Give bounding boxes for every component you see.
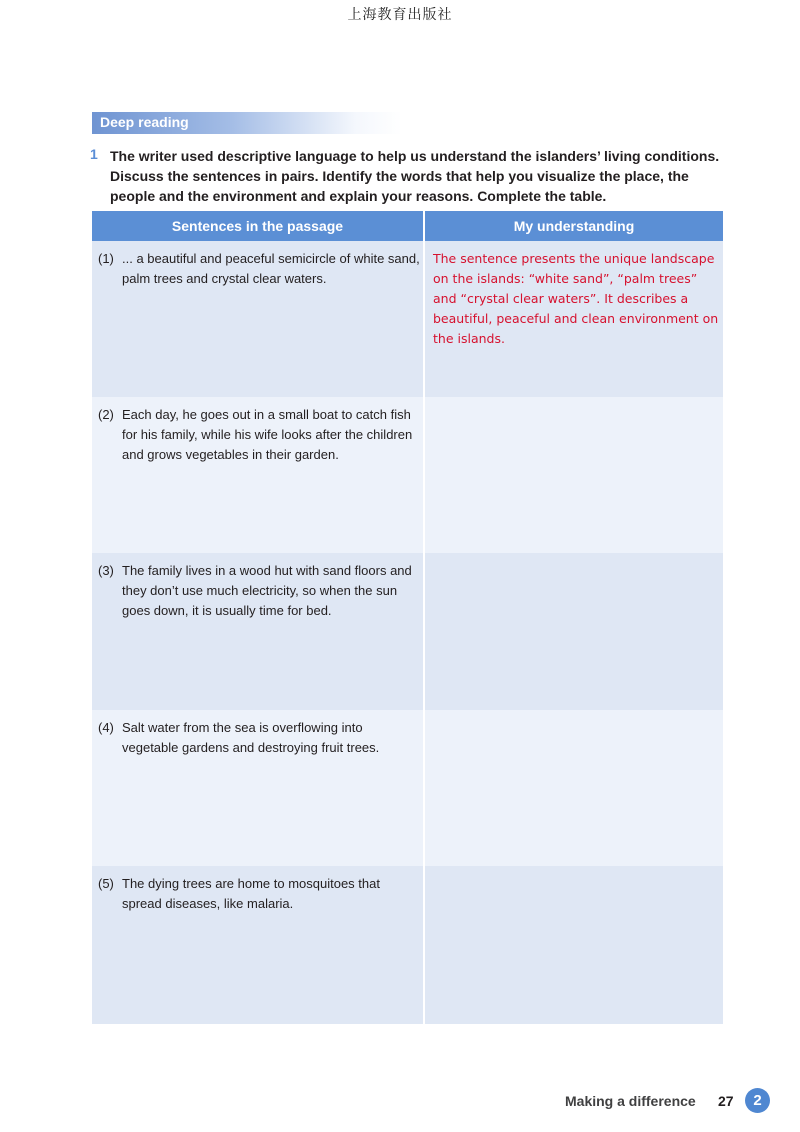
page-number: 27 (718, 1093, 734, 1109)
sentence-text: The family lives in a wood hut with sand floors and they don’t use much electricity, so when the sun goes down, it is usually time for bed. (122, 563, 412, 618)
handwritten-answer: The sentence presents the unique landscape on the islands: “white sand”, “palm trees” and “crystal clear waters”. It describes a beautiful, peaceful and clean environment on the islands. (433, 251, 719, 346)
column-header-sentences: Sentences in the passage (92, 211, 423, 241)
table-row (92, 397, 723, 553)
understanding-table (92, 211, 723, 1024)
understanding-cell[interactable] (425, 241, 723, 397)
table-row (92, 710, 723, 866)
section-heading-bar (92, 112, 402, 134)
sentence-number: (3) (98, 563, 114, 578)
publisher-name: 上海教育出版社 (347, 7, 453, 23)
sentence-text: Each day, he goes out in a small boat to catch fish for his family, while his wife looks after the children and grows vegetables in their garden. (122, 407, 413, 462)
unit-number-badge: 2 (745, 1088, 770, 1113)
table-row (92, 553, 723, 710)
sentence-text: Salt water from the sea is overflowing into vegetable gardens and destroying fruit trees. (122, 720, 380, 755)
understanding-cell[interactable] (425, 553, 723, 710)
page-footer (0, 1086, 800, 1116)
sentence-number: (2) (98, 407, 114, 422)
understanding-cell[interactable] (425, 710, 723, 866)
task-number: 1 (90, 146, 98, 162)
sentence-number: (5) (98, 876, 114, 891)
table-row (92, 241, 723, 397)
sentence-cell (92, 866, 423, 1024)
section-title: Deep reading (100, 114, 189, 130)
sentence-number: (1) (98, 251, 114, 266)
unit-title: Making a difference (565, 1093, 696, 1109)
sentence-number: (4) (98, 720, 114, 735)
sentence-cell (92, 397, 423, 553)
sentence-text: The dying trees are home to mosquitoes that spread diseases, like malaria. (122, 876, 380, 911)
table-header (92, 211, 723, 241)
sentence-text: ... a beautiful and peaceful semicircle of white sand, palm trees and crystal clear waters. (122, 251, 420, 286)
sentence-cell (92, 553, 423, 710)
sentence-cell (92, 241, 423, 397)
understanding-cell[interactable] (425, 866, 723, 1024)
sentence-cell (92, 710, 423, 866)
understanding-cell[interactable] (425, 397, 723, 553)
column-header-understanding: My understanding (425, 211, 723, 241)
task-text: The writer used descriptive language to help us understand the islanders’ living conditions. Discuss the sentences in pairs. Identify the words that help you visualize the place, the people and the environment and explain your reasons. Complete the table. (110, 148, 720, 204)
table-row (92, 866, 723, 1024)
